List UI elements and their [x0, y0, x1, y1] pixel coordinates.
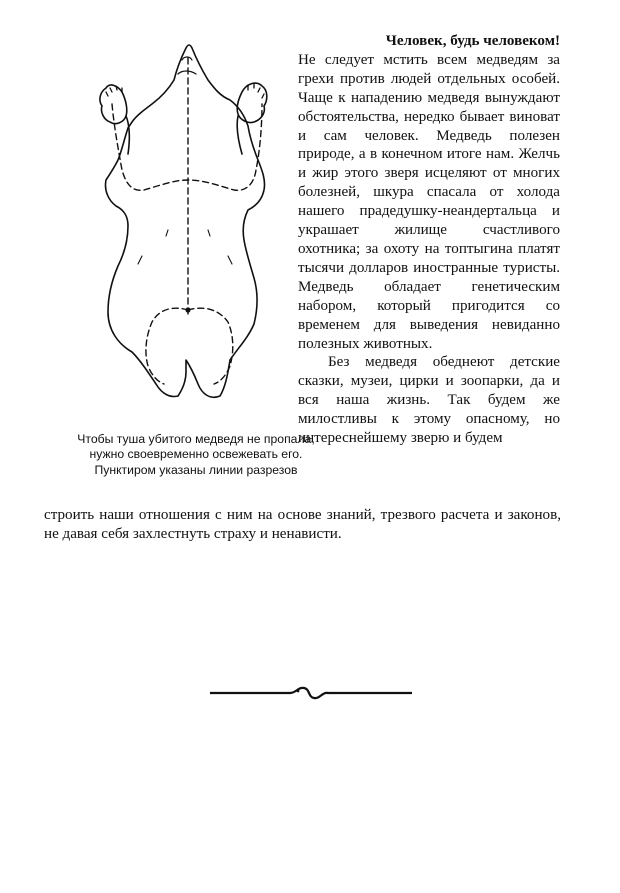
cut-lines — [112, 58, 262, 384]
cut-center-dot — [185, 307, 190, 312]
decorative-divider-icon — [210, 684, 412, 702]
article-column — [298, 32, 560, 448]
paragraph-1: Не следует мстить всем медведям за грехи против людей отдельных особей. Чаще к нападению медведя вынуждают обстоятельства, нередко бывает виноват и сам человек. Медведь полезен природе, а в конечном итоге нам. Желчь и жир этого зверя исцеляют от многих болезней, шкура спасала от холода нашего прадедушку-неандертальца и украшает жилище счастливого охотника; за охоту на топтыгина платят тысячи долларов иностранные туристы. Медведь обладает генетическим набором, который пригодится со временем для выведения невиданно полезных животных. — [298, 51, 560, 352]
article-full-width — [44, 506, 561, 544]
figure-caption: Чтобы туша убитого медведя не пропала, нужно своевременно освежевать его. Пунктиром указаны линии разрезов — [77, 432, 315, 477]
bear-body-outline — [105, 45, 264, 397]
bear-illustration — [78, 30, 308, 430]
paragraph-2-start: Без медведя обеднеют детские сказки, музеи, цирки и зоопарки, да и вся наша жизнь. Так будем же милостливы к этому опасному, но интереснейшему зверю и будем — [298, 354, 560, 447]
bear-carcass-cut-lines-icon — [78, 30, 308, 430]
decorative-divider — [210, 684, 412, 702]
paragraph-2-end: строить наши отношения с ним на основе знаний, трезвого расчета и законов, не давая себя захлестнуть страху и ненависти. — [44, 507, 561, 542]
article-heading: Человек, будь человеком! — [385, 33, 560, 49]
